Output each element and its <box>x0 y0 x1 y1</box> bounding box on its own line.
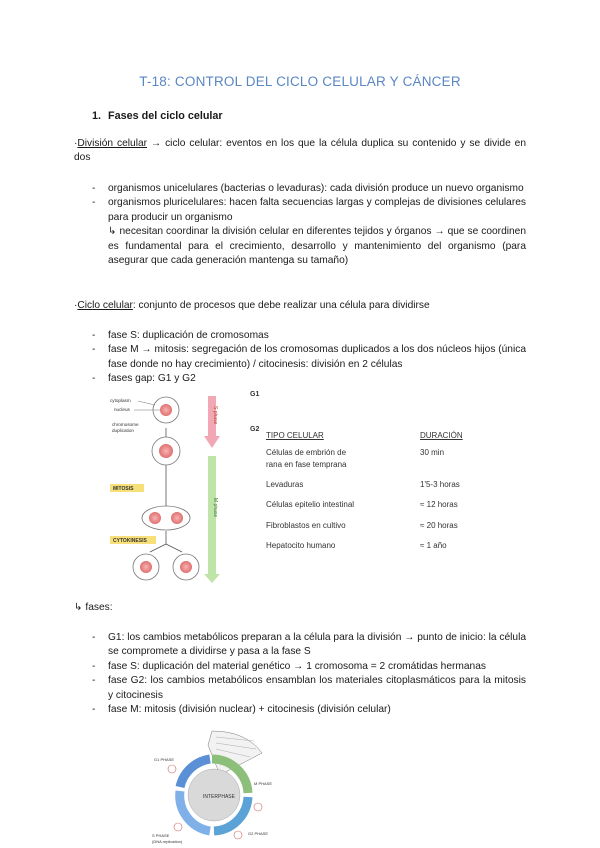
table-cell-type <box>266 447 420 479</box>
nucleus-icon <box>180 561 192 573</box>
cell-cycle-wheel-diagram <box>150 727 280 848</box>
fases-list <box>92 631 526 718</box>
bullet-dash: - <box>92 632 96 643</box>
nucleus-icon <box>149 512 161 524</box>
bullet-dash: - <box>92 704 96 716</box>
table-row <box>266 447 500 479</box>
section-number: 1. <box>92 110 102 122</box>
division-list <box>92 182 526 269</box>
cell-type-line: Células de embrión de <box>266 448 347 458</box>
list-item-text: fase G2: los cambios metabólicos ensamblan los materiales citoplasmáticos para la mitosis y citocinesis <box>108 675 526 701</box>
list-subitem: ↳ necesitan coordinar la división celular en diferentes tejidos y órganos → que se coordinen es fundamental para el crecimiento, desarrollo y mantenimiento del organismo (para asegurar que cada generación mantenga su tamaño) <box>108 226 526 267</box>
table-cell-duration: 30 min <box>420 448 445 458</box>
list-item-text: fase S: duplicación del material genético → 1 cromosoma = 2 cromátidas hermanas <box>108 660 486 672</box>
table-header-row <box>266 430 500 447</box>
list-item <box>92 631 526 660</box>
table-row <box>266 520 500 540</box>
bullet-dash: - <box>92 675 96 687</box>
list-item <box>92 182 526 196</box>
table-cell-duration: ≈ 12 horas <box>420 500 458 510</box>
flow-line <box>166 544 182 552</box>
m-phase-arrowhead <box>204 574 220 583</box>
table-cell-duration: ≈ 1 año <box>420 541 447 551</box>
list-item-text: fases gap: G1 y G2 <box>108 373 196 385</box>
list-item-text: G1: los cambios metabólicos preparan a la célula para la división → punto de inicio: la célula se compromete a dividirse y pasa a la fase S <box>108 632 526 658</box>
bullet-dash: - <box>92 183 96 194</box>
pointer-line <box>138 401 155 405</box>
nucleus-icon <box>159 444 173 458</box>
bullet-dash: - <box>92 197 96 209</box>
table-cell-type: Levaduras <box>266 480 304 490</box>
section-heading <box>92 109 223 124</box>
list-item <box>92 372 526 386</box>
table-row <box>266 499 500 519</box>
flow-line <box>150 544 166 552</box>
cell-type-line: rana en fase temprana <box>266 459 347 469</box>
s-phase-label: S phase <box>212 406 218 425</box>
cytokinesis-label: CYTOKINESIS <box>113 538 147 544</box>
s-phase-label: S PHASE <box>152 833 170 838</box>
cell-icon <box>168 765 176 773</box>
list-item-text: organismos unicelulares (bacterias o levaduras): cada división produce un nuevo organismo <box>108 183 524 194</box>
list-item-text: fase M: mitosis (división nuclear) + citocinesis (división celular) <box>108 704 391 716</box>
ciclo-text: : conjunto de procesos que debe realizar una célula para dividirse <box>132 300 430 311</box>
g2-label: G2 <box>250 426 260 433</box>
table-cell-duration: ≈ 20 horas <box>420 520 458 530</box>
division-paragraph <box>74 137 526 166</box>
table-row <box>266 479 500 499</box>
m-phase-label: M PHASE <box>254 781 273 786</box>
list-item <box>92 660 526 674</box>
ciclo-paragraph <box>74 299 526 313</box>
mitosis-label: MITOSIS <box>113 486 134 492</box>
table-cell-type: Hepatocito humano <box>266 541 336 551</box>
nucleus-icon <box>160 404 172 416</box>
division-text: → ciclo celular: eventos en los que la célula duplica su contenido y se divide en dos <box>74 138 526 164</box>
list-item <box>92 343 526 372</box>
cell-icon <box>174 823 182 831</box>
table-cell-duration: 1'5-3 horas <box>420 480 460 490</box>
g1-phase-label: G1 PHASE <box>154 757 175 762</box>
duplication-label: duplication <box>112 428 134 433</box>
g1-label: G1 <box>250 391 260 398</box>
ciclo-term: Ciclo celular <box>77 300 133 311</box>
list-item-text: organismos pluricelulares: hacen falta secuencias largas y complejas de divisiones celulares para producir un organismo <box>108 197 526 223</box>
table-header: TIPO CELULAR <box>266 431 324 440</box>
chromosome-label: chromosome <box>112 422 139 427</box>
g2-phase-label: G2 PHASE <box>248 831 269 836</box>
list-item-text: fase M → mitosis: segregación de los cromosomas duplicados a los dos núcleos hijos (única fase donde no hay crecimiento) / citocinesis: división en 2 células <box>108 344 526 370</box>
bullet-dash: - <box>92 660 96 672</box>
list-item <box>92 196 526 268</box>
ciclo-list <box>92 329 526 387</box>
ciclo-lead: · <box>74 300 78 311</box>
division-term: División celular <box>77 138 148 149</box>
page-title: T-18: CONTROL DEL CICLO CELULAR Y CÁNCER <box>139 74 461 89</box>
cell-icon <box>254 803 262 811</box>
nucleus-icon <box>171 512 183 524</box>
interphase-label: INTERPHASE <box>203 794 235 800</box>
bullet-dash: - <box>92 330 96 341</box>
cytoplasm-label: cytoplasm <box>110 398 131 403</box>
list-item <box>92 703 526 717</box>
cell-cycle-diagram <box>108 388 278 584</box>
s-phase-sublabel: (DNA replication) <box>152 839 183 844</box>
table-cell-type: Células epitelio intestinal <box>266 500 355 510</box>
table-header: DURACIÓN <box>420 431 463 440</box>
nucleus-label: nucleus <box>114 407 130 412</box>
nucleus-icon <box>140 561 152 573</box>
fases-label: ↳ fases: <box>74 602 113 613</box>
division-lead: · <box>74 138 78 149</box>
bullet-dash: - <box>92 373 96 385</box>
list-item-text: fase S: duplicación de cromosomas <box>108 330 269 341</box>
bullet-dash: - <box>92 344 96 356</box>
section-title: Fases del ciclo celular <box>108 110 223 122</box>
list-item <box>92 674 526 703</box>
m-phase-label: M phase <box>212 498 218 518</box>
cycle-duration-table <box>266 430 500 561</box>
table-cell-type: Fibroblastos en cultivo <box>266 520 346 530</box>
cell-icon <box>234 831 242 839</box>
s-phase-arrowhead <box>204 436 220 448</box>
list-item <box>92 329 526 343</box>
table-row <box>266 540 500 560</box>
